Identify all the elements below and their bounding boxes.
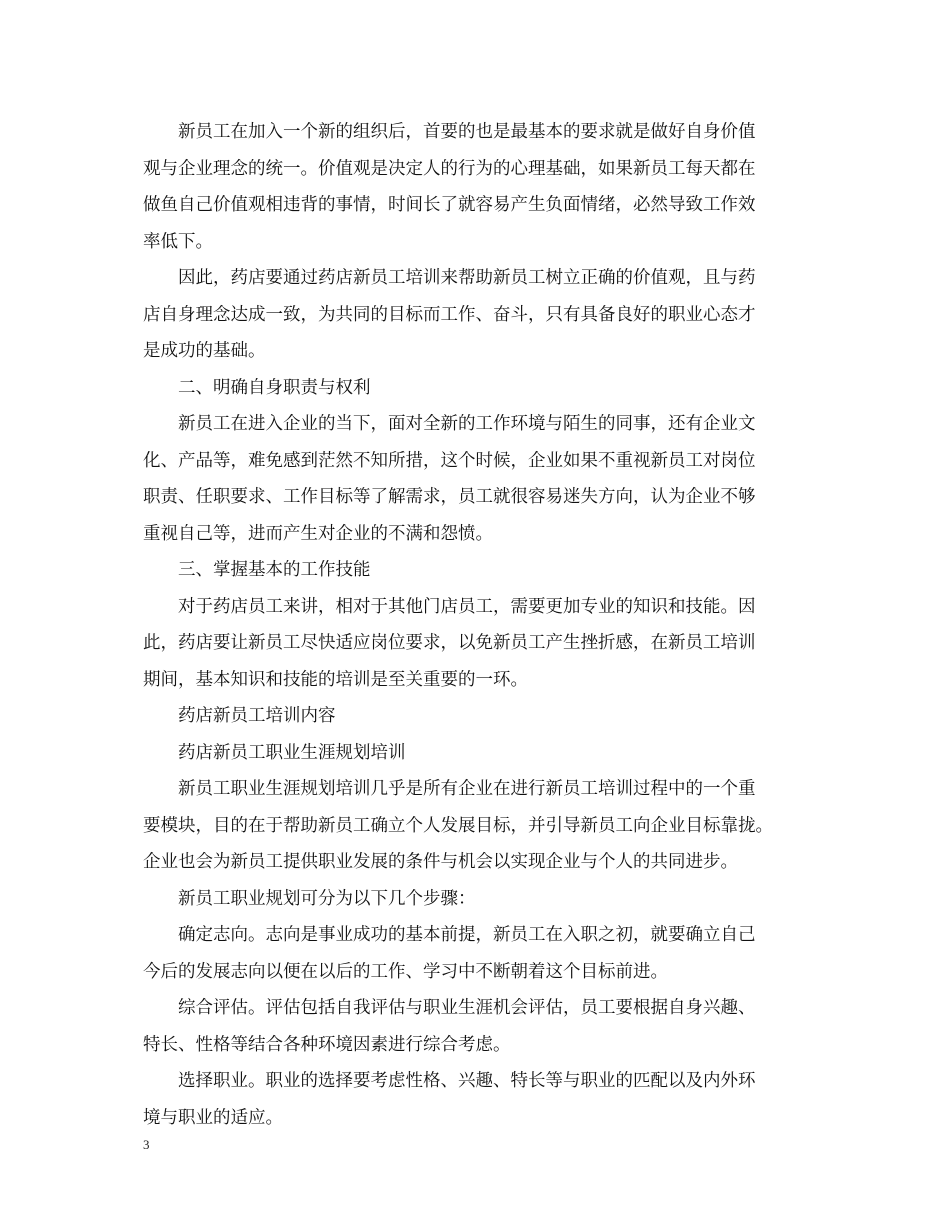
paragraph-first-line: 对于药店员工来讲，相对于其他门店员工，需要更加专业的知识和技能。因 [178, 596, 756, 617]
paragraph-line: 重视自己等，进而产生对企业的不满和怨愤。 [143, 523, 493, 544]
paragraph-line: 做鱼自己价值观相违背的事情，时间长了就容易产生负面情绪，必然导致工作效 [143, 195, 756, 215]
page-number: 3 [143, 1137, 150, 1152]
paragraph-line: 店自身理念达成一致，为共同的目标而工作、奋斗，只有具备良好的职业心态才 [143, 304, 756, 325]
paragraph-first-line: 三、掌握基本的工作技能 [178, 560, 371, 580]
paragraph-first-line: 新员工在加入一个新的组织后，首要的也是最基本的要求就是做好自身价值 [178, 122, 756, 142]
paragraph-first-line: 选择职业。职业的选择要考虑性格、兴趣、特长等与职业的匹配以及内外环 [178, 1071, 756, 1091]
paragraph-line: 要模块，目的在于帮助新员工确立个人发展目标，并引导新员工向企业目标靠拢。 [143, 815, 773, 836]
paragraph-line: 今后的发展志向以便在以后的工作、学习中不断朝着这个目标前进。 [143, 961, 668, 982]
paragraph-line: 期间，基本知识和技能的培训是至关重要的一环。 [143, 669, 528, 690]
paragraph-line: 率低下。 [143, 231, 213, 252]
paragraph-first-line: 因此，药店要通过药店新员工培训来帮助新员工树立正确的价值观，且与药 [178, 268, 756, 288]
paragraph-first-line: 确定志向。志向是事业成功的基本前提，新员工在入职之初，就要确立自己 [178, 925, 756, 945]
paragraph-line: 此，药店要让新员工尽快适应岗位要求，以免新员工产生挫折感，在新员工培训 [143, 633, 756, 653]
paragraph-first-line: 药店新员工职业生涯规划培训 [178, 742, 406, 763]
paragraph-line: 化、产品等，难免感到茫然不知所措，这个时候，企业如果不重视新员工对岗位 [143, 450, 756, 471]
paragraph-line: 职责、任职要求、工作目标等了解需求，员工就很容易迷失方向，认为企业不够 [143, 487, 756, 507]
paragraph-first-line: 二、明确自身职责与权利 [178, 377, 371, 398]
document-body [143, 114, 808, 1136]
paragraph-first-line: 新员工在进入企业的当下，面对全新的工作环境与陌生的同事，还有企业文 [178, 414, 756, 434]
paragraph-line: 是成功的基础。 [143, 341, 266, 361]
paragraph-line: 企业也会为新员工提供职业发展的条件与机会以实现企业与个人的共同进步。 [143, 852, 738, 872]
paragraph-first-line: 综合评估。评估包括自我评估与职业生涯机会评估，员工要根据自身兴趣、 [178, 998, 756, 1018]
paragraph-line: 观与企业理念的统一。价值观是决定人的行为的心理基础，如果新员工每天都在 [143, 158, 756, 179]
paragraph-first-line: 新员工职业生涯规划培训几乎是所有企业在进行新员工培训过程中的一个重 [178, 779, 756, 799]
paragraph-line: 特长、性格等结合各种环境因素进行综合考虑。 [143, 1034, 511, 1055]
paragraph-first-line: 新员工职业规划可分为以下几个步骤： [178, 888, 476, 909]
paragraph-line: 境与职业的适应。 [143, 1107, 283, 1128]
paragraph-first-line: 药店新员工培训内容 [178, 706, 336, 726]
